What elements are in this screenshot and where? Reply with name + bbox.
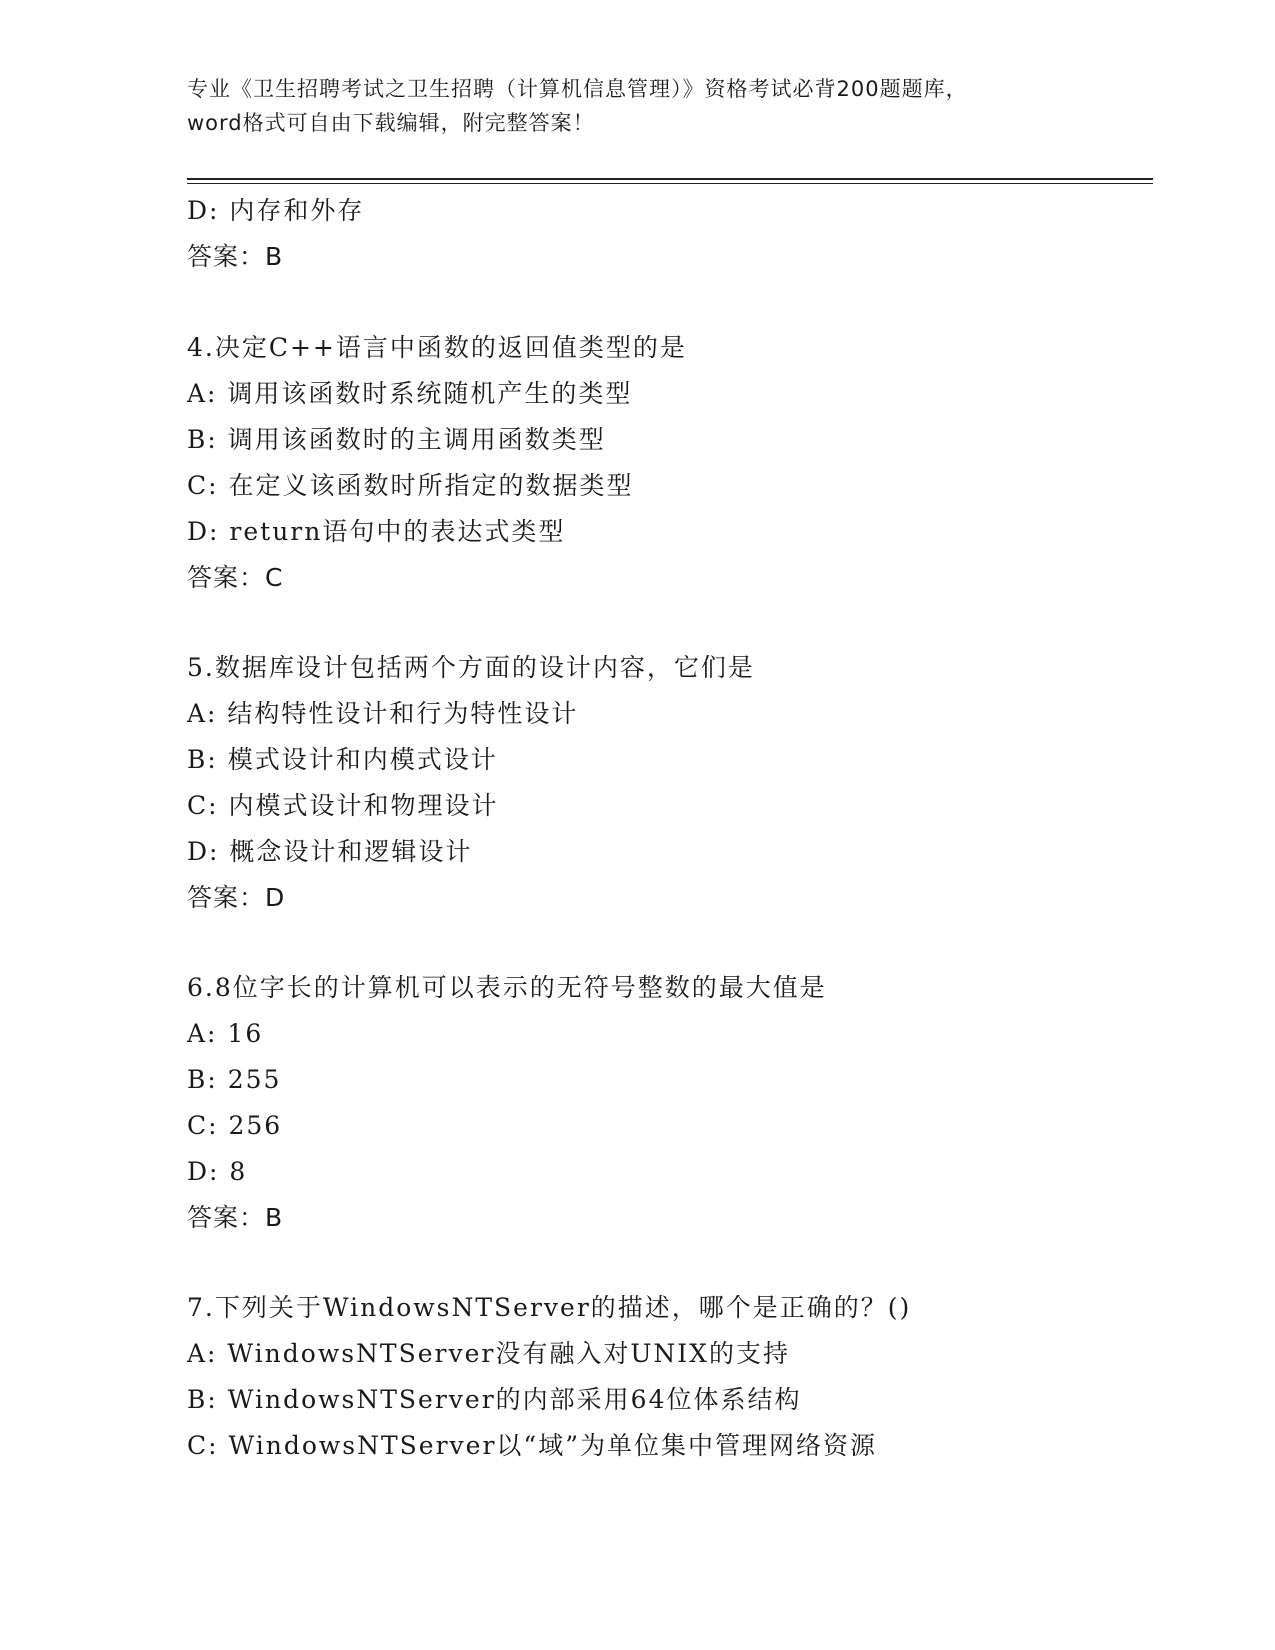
- question-5: [187, 645, 1147, 921]
- option-a: A: 结构特性设计和行为特性设计: [187, 699, 579, 728]
- option-a: A: 16: [187, 1019, 264, 1048]
- question-7: [187, 1285, 1147, 1469]
- option-d: D: 概念设计和逻辑设计: [187, 837, 473, 866]
- option-b: B: 模式设计和内模式设计: [187, 745, 498, 774]
- question-text: 6.8位字长的计算机可以表示的无符号整数的最大值是: [187, 973, 827, 1002]
- option-d: D: 8: [187, 1157, 248, 1186]
- question-text: 4.决定C++语言中函数的返回值类型的是: [187, 333, 687, 362]
- option-d: D: 内存和外存: [187, 196, 365, 225]
- question-text: 5.数据库设计包括两个方面的设计内容，它们是: [187, 653, 755, 682]
- option-c: C: 256: [187, 1111, 283, 1140]
- option-d: D: return语句中的表达式类型: [187, 517, 566, 546]
- question-text: 7.下列关于WindowsNTServer的描述，哪个是正确的？(): [187, 1293, 912, 1322]
- option-b: B: 255: [187, 1065, 282, 1094]
- option-a: A: 调用该函数时系统随机产生的类型: [187, 379, 633, 408]
- answer: 答案：B: [187, 1203, 284, 1232]
- spacer: [187, 601, 1147, 645]
- option-c: C: 在定义该函数时所指定的数据类型: [187, 471, 634, 500]
- document-header: [187, 72, 1107, 140]
- question-3-tail: [187, 188, 1147, 280]
- header-title-line-2: word格式可自由下载编辑，附完整答案！: [187, 111, 595, 135]
- option-b: B: WindowsNTServer的内部采用64位体系结构: [187, 1385, 802, 1414]
- answer: 答案：C: [187, 563, 284, 592]
- option-c: C: WindowsNTServer以“域”为单位集中管理网络资源: [187, 1431, 877, 1460]
- option-c: C: 内模式设计和物理设计: [187, 791, 499, 820]
- option-b: B: 调用该函数时的主调用函数类型: [187, 425, 606, 454]
- spacer: [187, 921, 1147, 965]
- header-divider-thick: [187, 178, 1153, 180]
- option-a: A: WindowsNTServer没有融入对UNIX的支持: [187, 1339, 790, 1368]
- answer: 答案：B: [187, 242, 284, 271]
- question-4: [187, 325, 1147, 601]
- question-6: [187, 965, 1147, 1241]
- header-divider-thin: [187, 183, 1153, 184]
- header-title-line-1: 专业《卫生招聘考试之卫生招聘（计算机信息管理）》资格考试必背200题题库，: [187, 77, 968, 101]
- answer: 答案：D: [187, 883, 286, 912]
- spacer: [187, 280, 1147, 325]
- spacer: [187, 1241, 1147, 1285]
- question-list: [187, 188, 1147, 1469]
